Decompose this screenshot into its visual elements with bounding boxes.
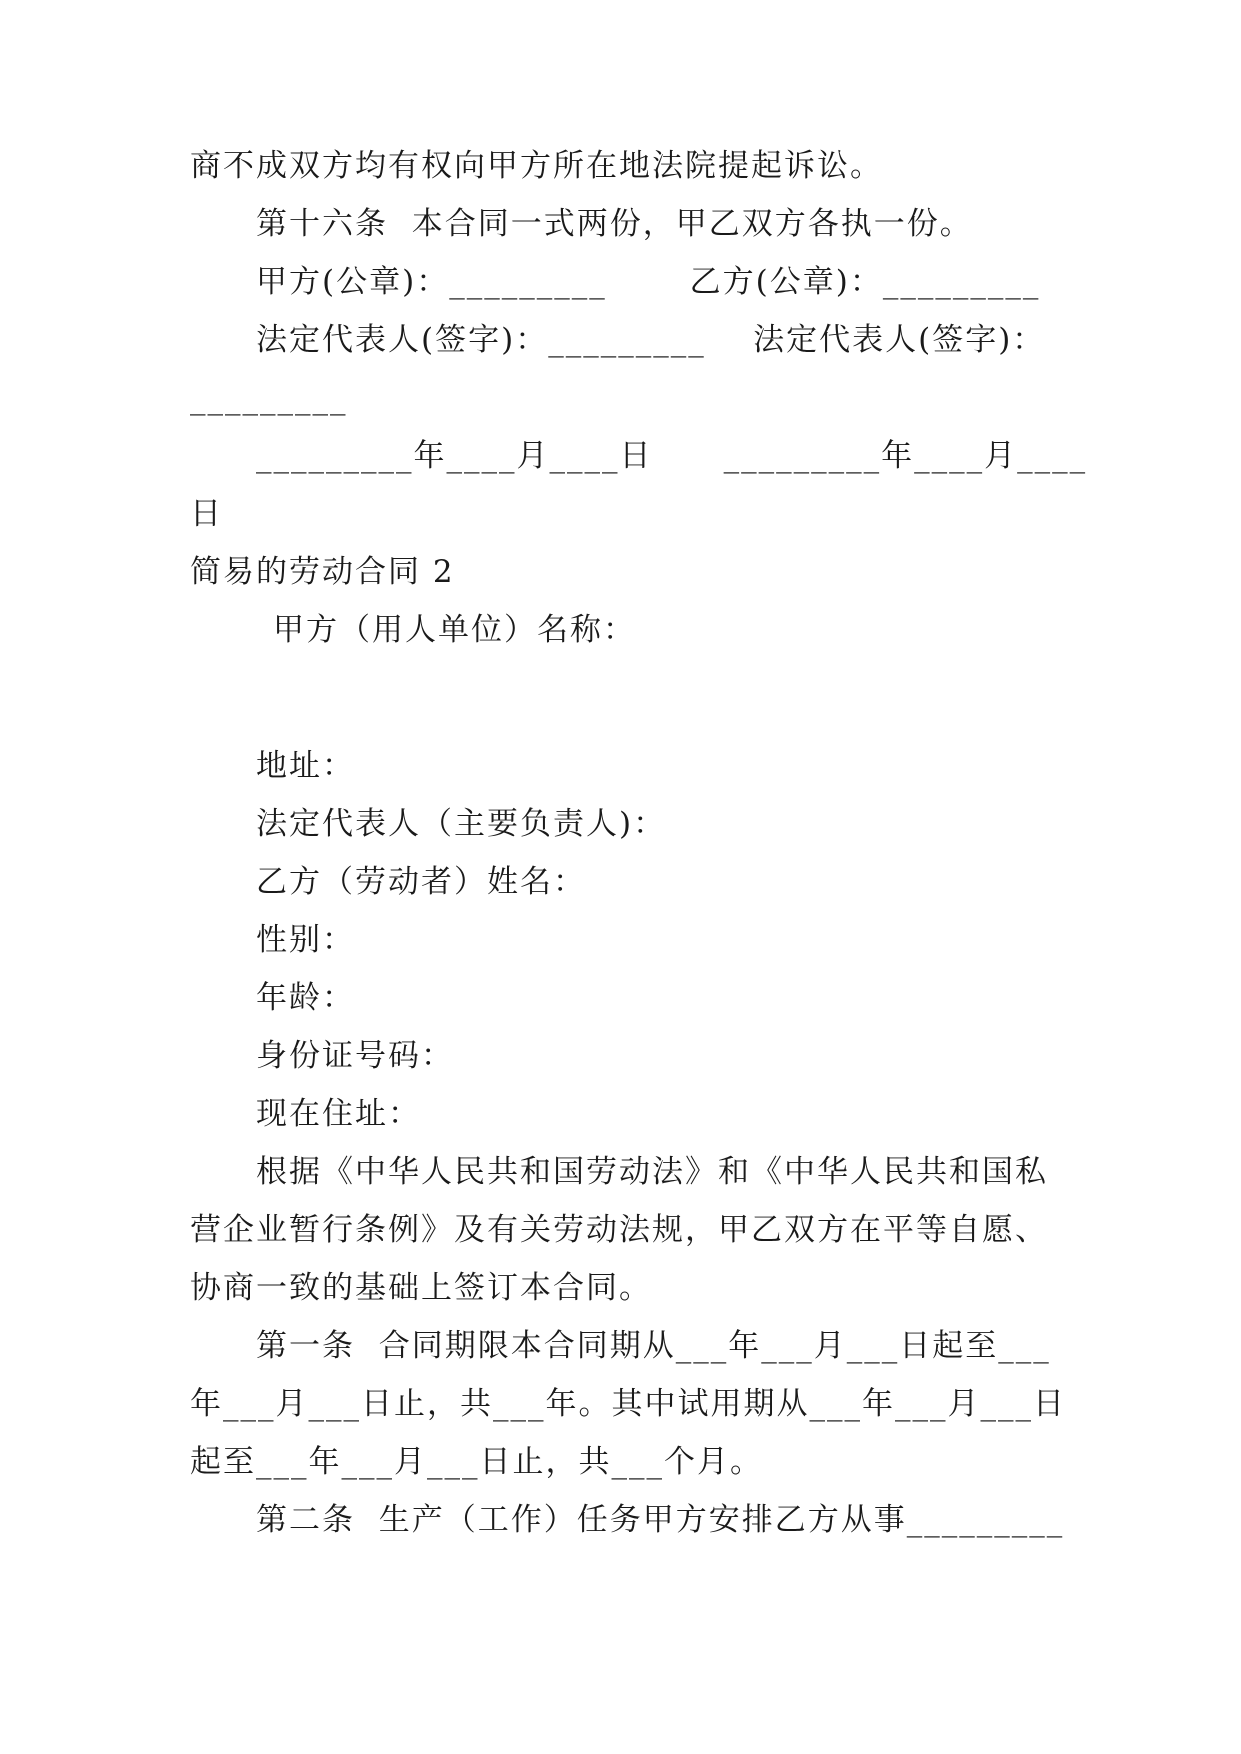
field-age: 年龄： bbox=[256, 980, 355, 1016]
field-id-number: 身份证号码： bbox=[256, 1038, 454, 1074]
blank-line: _________ bbox=[190, 380, 348, 416]
field-current-address: 现在住址： bbox=[256, 1096, 421, 1132]
article-line: 第一条 合同期限本合同期从___年___月___日起至___ bbox=[256, 1328, 1051, 1364]
signature-line-seal: 甲方(公章)：_________ 乙方(公章)：_________ bbox=[256, 264, 1041, 300]
text-line: 商不成双方均有权向甲方所在地法院提起诉讼。 bbox=[190, 148, 883, 184]
field-address: 地址： bbox=[256, 748, 355, 784]
article-line: 第二条 生产（工作）任务甲方安排乙方从事_________ bbox=[256, 1502, 1065, 1538]
paragraph-line: 根据《中华人民共和国劳动法》和《中华人民共和国私 bbox=[256, 1154, 1048, 1190]
field-employee-name: 乙方（劳动者）姓名： bbox=[256, 864, 586, 900]
text-line: 日 bbox=[190, 496, 223, 532]
article-line: 年___月___日止，共___年。其中试用期从___年___月___日 bbox=[190, 1386, 1066, 1422]
paragraph-line: 营企业暂行条例》及有关劳动法规，甲乙双方在平等自愿、 bbox=[190, 1212, 1048, 1248]
section-title: 简易的劳动合同 2 bbox=[190, 554, 455, 590]
text-line: 第十六条 本合同一式两份，甲乙双方各执一份。 bbox=[256, 206, 973, 242]
field-gender: 性别： bbox=[256, 922, 355, 958]
signature-line-representative: 法定代表人(签字)：_________ 法定代表人(签字)： bbox=[256, 322, 1046, 358]
date-line: _________年____月____日 _________年____月____ bbox=[256, 438, 1088, 474]
article-line: 起至___年___月___日止，共___个月。 bbox=[190, 1444, 763, 1480]
field-legal-representative: 法定代表人（主要负责人)： bbox=[256, 806, 667, 842]
paragraph-line: 协商一致的基础上签订本合同。 bbox=[190, 1270, 652, 1306]
field-employer-name: 甲方（用人单位）名称： bbox=[273, 612, 636, 648]
